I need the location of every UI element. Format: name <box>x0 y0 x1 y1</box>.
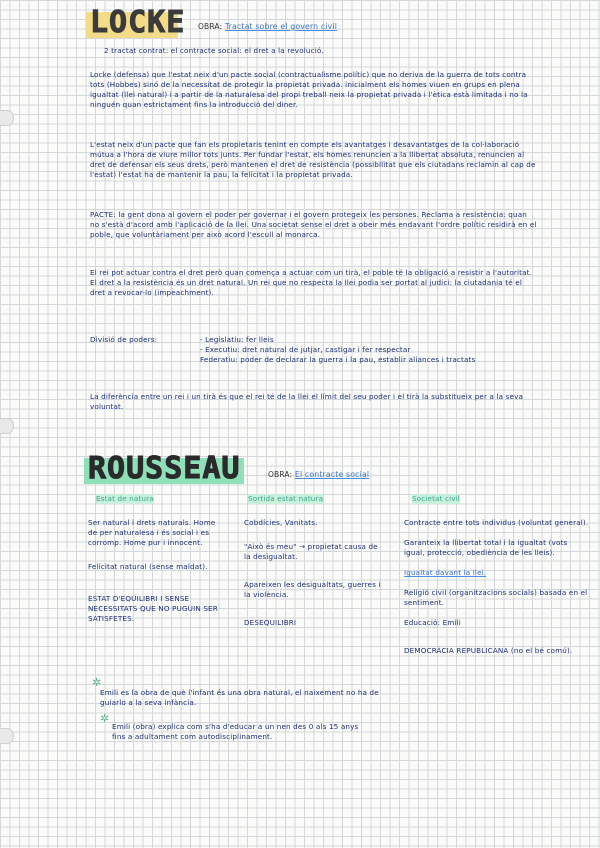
binder-hole <box>0 418 14 434</box>
binder-hole <box>0 110 14 126</box>
column-estat-natura <box>88 518 222 624</box>
column-header-societat-civil: Societat civil <box>412 494 460 503</box>
obra-title: El contracte social <box>294 470 370 479</box>
list-item: Cobdícies, Vanitats. <box>244 518 318 527</box>
power-item: - Legislatiu: fer lleis <box>200 335 274 344</box>
division-label: Divisió de poders: <box>90 335 158 344</box>
power-item: Federatiu: poder de declarar la guerra i la pau, establir aliances i tractats <box>200 355 476 364</box>
column-header-sortida: Sortida estat natura <box>248 494 324 503</box>
list-item: DESEQUILIBRI <box>244 618 297 627</box>
column-societat-civil <box>404 518 590 656</box>
locke-paragraph-3: PACTE: la gent dona al govern el poder per governar i el govern protegeix les persones. Reclama a resistència: quan no s'està d'acord amb l'aplicació de la llei. Una societat sense el dret a obeir més endavant l'ordre polític residirà en el poble, que voluntàriament per això acord l'escull al monarca. <box>90 210 537 239</box>
list-item: Garanteix la llibertat total i la igualtat (vots igual, protecció, obediència de les lleis). <box>404 538 568 557</box>
list-item: Religió civil (organitzacions socials) basada en el sentiment. <box>404 588 588 607</box>
rousseau-title: ROUSSEAU <box>88 451 241 486</box>
star-icon: ✲ <box>100 712 110 725</box>
list-item: ESTAT D'EQUILIBRI I SENSE NECESSITATS QUE NO PUGUIN SER SATISFETES. <box>88 594 218 623</box>
obra-title: Tractat sobre el govern civil <box>224 22 338 31</box>
star-icon: ✲ <box>92 676 102 689</box>
list-item: Igualtat davant la llei. <box>404 568 487 577</box>
powers-list <box>200 335 540 365</box>
obra-label: OBRA: <box>268 470 293 479</box>
rousseau-obra <box>268 470 369 480</box>
list-item: "Això és meu" → propietat causa de la desigualtat. <box>244 542 378 561</box>
locke-paragraph-4: El rei pot actuar contra el dret però quan comença a actuar com un tirà, el poble té la obligació a resistir a l'autoritat. El dret a la resistència és un dret natural. Un rei que no respecta la llei podia ser portat al judici: la ciutadania té el dret a revocar-lo (impeachment). <box>90 268 533 297</box>
locke-paragraph-5: La diferència entre un rei i un tirà és que el rei té de la llei el límit del seu poder i el tirà la substitueix per a la seva voluntat. <box>90 392 524 411</box>
locke-subtitle: 2 tractat contrat: el contracte social: el dret a la revolució. <box>104 46 324 55</box>
list-item: DEMOCRÀCIA REPUBLICANA (no el bé comú). <box>404 646 573 655</box>
locke-obra <box>198 22 337 32</box>
list-item: Ser natural i drets naturals. Home de per naturalesa i és social i es corromp. Home pur i innocent. <box>88 518 216 547</box>
locke-title: LOCKE <box>90 5 186 40</box>
column-header-estat-natura: Estat de natura <box>96 494 154 503</box>
locke-paragraph-1: Locke (defensa) que l'estat neix d'un pacte social (contractualisme polític) que no deriva de la guerra de tots contra tots (Hobbes) sinó de la necessitat de protegir la propietat privada. inicialment els homes viuen en grups en plena igualtat (llei natural) i a partir de la naturalesa del propi treball neix la propietat privada i l'ètica està limitada i no la ninguén quan estrictament fins la introducció del diner. <box>90 70 528 109</box>
list-item: Contracte entre tots individus (voluntat general). <box>404 518 589 527</box>
power-item: - Executiu: dret natural de jutjar, castigar i fer respectar <box>200 345 411 354</box>
binder-hole <box>0 728 14 744</box>
locke-paragraph-2: L'estat neix d'un pacte que fan els propietaris tenint en compte els avantatges i desavantatges de la col·laboració mútua a l'hora de viure millor tots junts. Per fundar l'estat, els homes renuncien a la llibertat absoluta, renuncien al dret de defensar els seus drets, però mantenen el dret de resistència (possibilitat que els ciutadans reclamin al cap de l'estat) l'estat ha de mantenir la pau, la felicitat i la propietat privada. <box>90 140 536 179</box>
list-item: Apareixen les desigualtats, guerres i la violència. <box>244 580 381 599</box>
list-item: Felicitat natural (sense maldat). <box>88 562 208 571</box>
rousseau-note-2: Emili (obra) explica com s'ha d'educar a un nen des 0 als 15 anys fins a adultament com autodisciplinament. <box>112 722 359 741</box>
list-item: Educació: Emili <box>404 618 461 627</box>
column-sortida <box>244 518 384 628</box>
rousseau-note-1: Emili es la obra de què l'infant és una obra natural, el naixement no ha de guiarlo a la seva infància. <box>100 688 379 707</box>
obra-label: OBRA: <box>198 22 223 31</box>
